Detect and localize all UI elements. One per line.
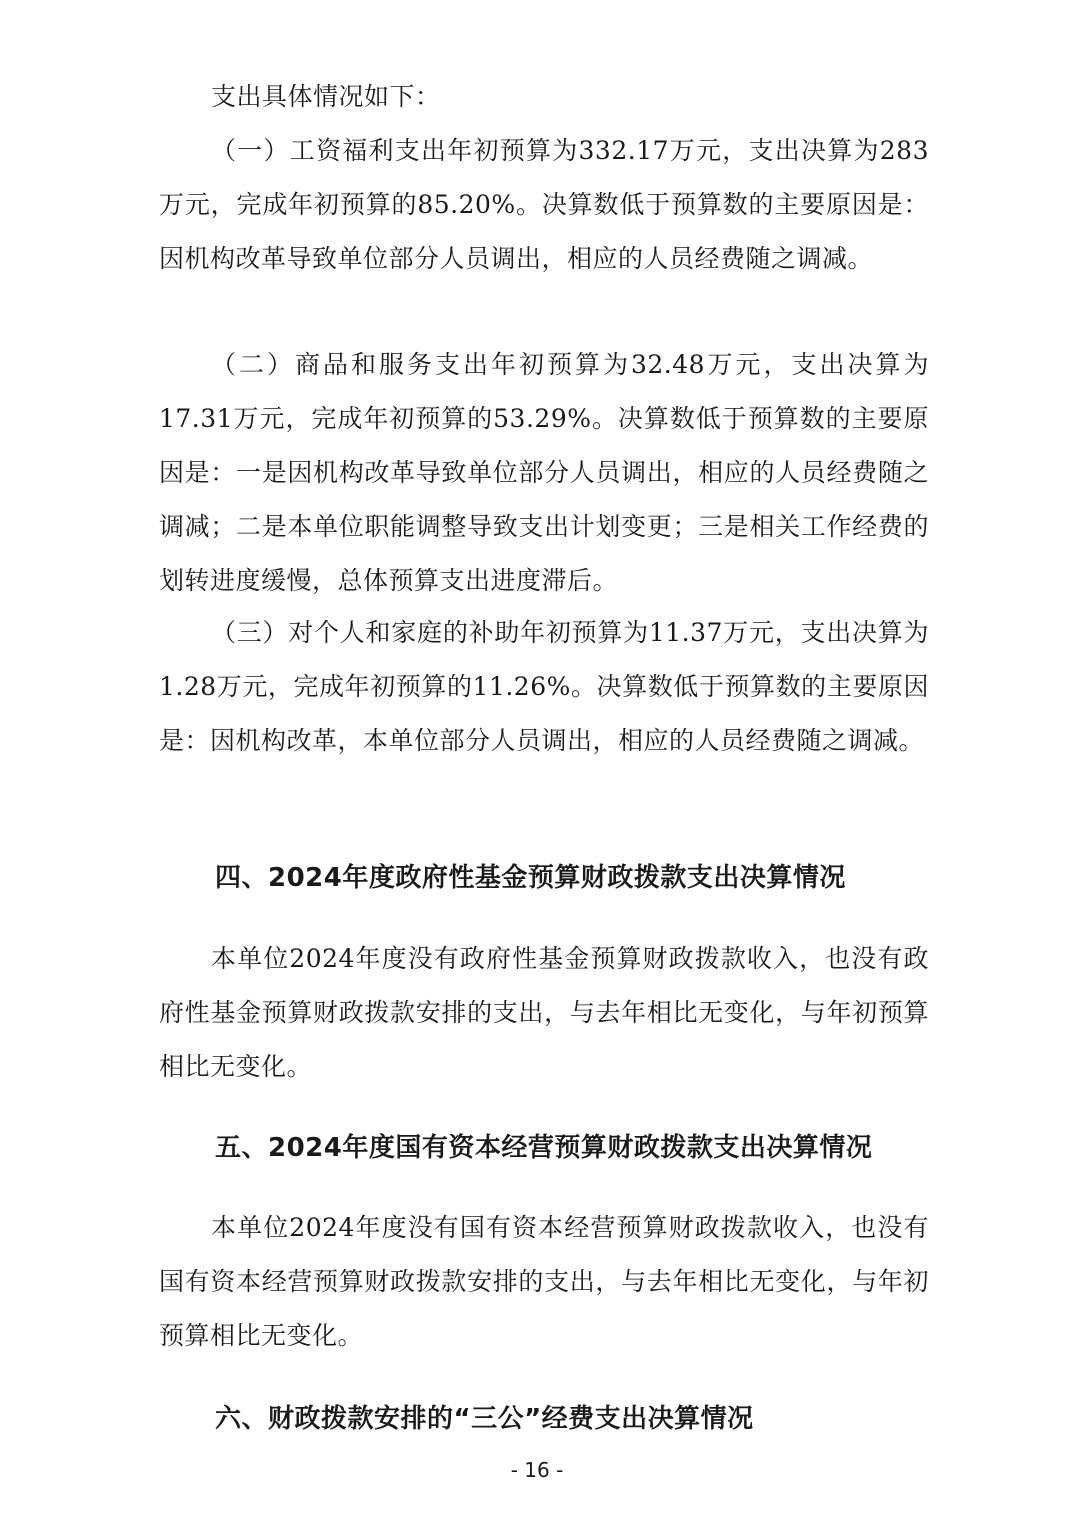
page-number: - 16 - <box>510 1458 564 1482</box>
section-4-body: 本单位2024年度没有政府性基金预算财政拨款收入，也没有政府性基金预算财政拨款安排的支出，与去年相比无变化，与年初预算相比无变化。 <box>159 944 929 1081</box>
section-5-heading: 五、2024年度国有资本经营预算财政拨款支出决算情况 <box>215 1133 873 1163</box>
intro-paragraph: 支出具体情况如下： <box>211 82 441 111</box>
section-6-heading: 六、财政拨款安排的“三公”经费支出决算情况 <box>215 1404 754 1434</box>
personal-family-subsidy-paragraph: （三）对个人和家庭的补助年初预算为11.37万元，支出决算为1.28万元，完成年初预算的11.26%。决算数低于预算数的主要原因是：因机构改革，本单位部分人员调出，相应的人员经费随之调减。 <box>159 618 929 755</box>
section-4-heading: 四、2024年度政府性基金预算财政拨款支出决算情况 <box>215 863 846 893</box>
goods-services-paragraph: （二）商品和服务支出年初预算为32.48万元，支出决算为17.31万元，完成年初预算的53.29%。决算数低于预算数的主要原因是：一是因机构改革导致单位部分人员调出，相应的人员经费随之调减；二是本单位职能调整导致支出计划变更；三是相关工作经费的划转进度缓慢，总体预算支出进度滞后。 <box>159 350 929 595</box>
wage-welfare-paragraph: （一）工资福利支出年初预算为332.17万元，支出决算为283万元，完成年初预算的85.20%。决算数低于预算数的主要原因是：因机构改革导致单位部分人员调出，相应的人员经费随之调减。 <box>159 136 929 273</box>
section-5-body: 本单位2024年度没有国有资本经营预算财政拨款收入，也没有国有资本经营预算财政拨款安排的支出，与去年相比无变化，与年初预算相比无变化。 <box>159 1213 929 1350</box>
